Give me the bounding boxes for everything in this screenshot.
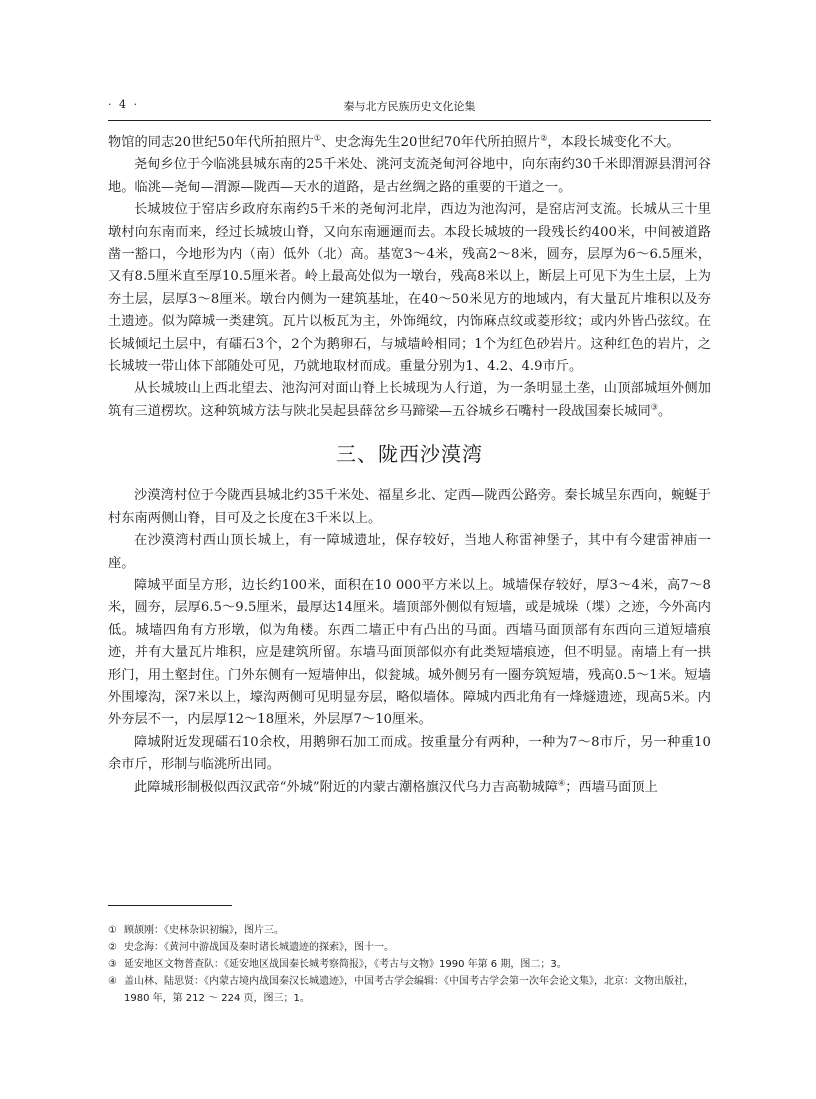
footnote-ref[interactable]: ② [540,133,548,143]
paragraph-text: 沙漠湾村位于今陇西县城北约35千米处、福星乡北、定西—陇西公路旁。秦长城呈东西向，蜿蜒于村东南两侧山脊，目可及之长度在3千米以上。 [108,488,711,526]
paragraph-text: 、史念海先生20世纪70年代所拍照片 [321,135,541,150]
section-heading: 三、陇西沙漠湾 [336,442,483,467]
footnote [108,973,711,1007]
paragraph [108,575,711,732]
paragraph-text: 。 [657,403,672,419]
paragraphs-before-section [108,132,711,423]
paragraph-text: 长城坡位于窑店乡政府东南约5千米的尧甸河北岸，西边为池沟河，是窑店河支流。长城从三十里墩村向东南而来，经过长城坡山脊，又向东南逦逦而去。本段长城坡的一段残长约400米，中间被道路凿一豁口，今地形为内（南）低外（北）高。基宽3～4米，残高2～8米，圆夯，层厚为6～6.5厘米，又有8.5厘米直至厚10.5厘米者。岭上最高处似为一墩台，残高8米以上，断层上可见下为生土层，上为夯土层，层厚3～8厘米。墩台内侧为一建筑基址，在40～50米见方的地域内，有大量瓦片堆积以及夯土遗迹。似为障城一类建筑。瓦片以板瓦为主，外饰绳纹，内饰麻点纹或菱形纹；或内外皆凸弦纹。在长城倾圮土层中，有礌石3个，2个为鹅卵石，与城墙岭相同；1个为红色砂岩片。这种红色的岩片，之长城坡一带山体下部随处可见，乃就地取材而成。重量分别为1、4.2、4.9市斤。 [108,202,711,375]
paragraph-text: 物馆的同志20世纪50年代所拍照片 [108,135,314,150]
footnote-text: 史念海：《黄河中游战国及秦时诸长城遗迹的探索》，图十一。 [124,942,394,953]
footnote-mark: ④ [108,976,117,987]
footnote-ref[interactable]: ③ [650,402,658,412]
footnotes [108,922,711,1007]
paragraph [108,777,711,799]
paragraph-text: 障城附近发现礌石10余枚，用鹅卵石加工而成。按重量分有两种，一种为7～8市斤，另一种重10余市斤，形制与临洮所出同。 [108,734,711,773]
footnote [108,922,711,939]
paragraph-text: 尧甸乡位于今临洮县城东南的25千米处、洮河支流尧甸河谷地中，向东南约30千米即渭源县渭河谷地。临洮—尧甸—渭源—陇西—天水的道路，是古丝绸之路的重要的干道之一。 [108,157,711,195]
paragraph-text: 从长城坡山上西北望去、池沟河对面山脊上长城现为人行道，为一条明显土垄，山顶部城垣外侧加筑有三道楞坎。这种筑城方法与陕北吴起县薛岔乡马蹄梁—五谷城乡石嘴村一段战国秦长城同 [108,381,711,419]
paragraph [108,199,711,378]
main-text [108,132,711,799]
footnote-separator [108,905,232,906]
paragraph-text: 在沙漠湾村西山顶长城上，有一障城遗址，保存较好，当地人称雷神堡子，其中有今建雷神庙一座。 [108,533,711,571]
paragraph [108,732,711,777]
footnote-mark: ③ [108,959,117,970]
footnote-mark: ② [108,942,117,953]
paragraph-text: ，本段长城变化不大。 [547,135,680,150]
page-number: · 4 · [108,98,139,111]
paragraphs-after-section [108,485,711,799]
paragraph-text: 障城平面呈方形，边长约100米，面积在10 000平方米以上。城墙保存较好，厚3～4米，高7～8米，圆夯，层厚6.5～9.5厘米，最厚达14厘米。墙顶部外侧似有短墙，或是城垛（堞）之迹，今外高内低。城墙四角有方形墩，似为角楼。东西二墙正中有凸出的马面。西墙马面顶部有东西向三道短墙痕迹，并有大量瓦片堆积，应是建筑所留。东墙马面顶部似亦有此类短墙痕迹，但不明显。南墙上有一拱形门，用土壑封住。门外东侧有一短墙伸出，似瓮城。城外侧另有一圈夯筑短墙，残高0.5～1米。短墙外围壕沟，深7米以上，壕沟两侧可见明显夯层，略似墙体。障城内西北角有一烽燧遗迹，现高5米。内外夯层不一，内层厚12～18厘米，外层厚7～10厘米。 [108,577,711,728]
footnote-text: 盖山林、陆思贤：《内蒙古境内战国秦汉长城遗迹》，中国考古学会编辑：《中国考古学会第一次年会论文集》，北京：文物出版社，1980 年，第 212 ～ 224 页，图三；1。 [124,976,694,1004]
running-header [108,98,711,121]
footnote-ref[interactable]: ① [313,133,322,143]
paragraph [108,485,711,530]
paragraph [108,378,711,423]
footnote-ref[interactable]: ④ [557,778,566,788]
paragraph-text: 此障城形制极似西汉武帝“外城”附近的内蒙古潮格旗汉代乌力吉高勒城障 [134,779,558,795]
paragraph [108,154,711,199]
paragraph [108,530,711,575]
footnote-text: 延安地区文物普查队：《延安地区战国秦长城考察简报》，《考古与文物》1990 年第 6 期，图二；3。 [124,959,567,970]
running-title: 秦与北方民族历史文化论集 [343,100,476,113]
footnote-text: 顾颉刚：《史林杂识初编》，图片三。 [124,925,284,936]
footnote-mark: ① [108,925,117,936]
paragraph [108,132,711,154]
footnote [108,939,711,956]
paragraph-text: ；西墙马面顶上 [565,779,658,795]
footnote [108,956,711,973]
